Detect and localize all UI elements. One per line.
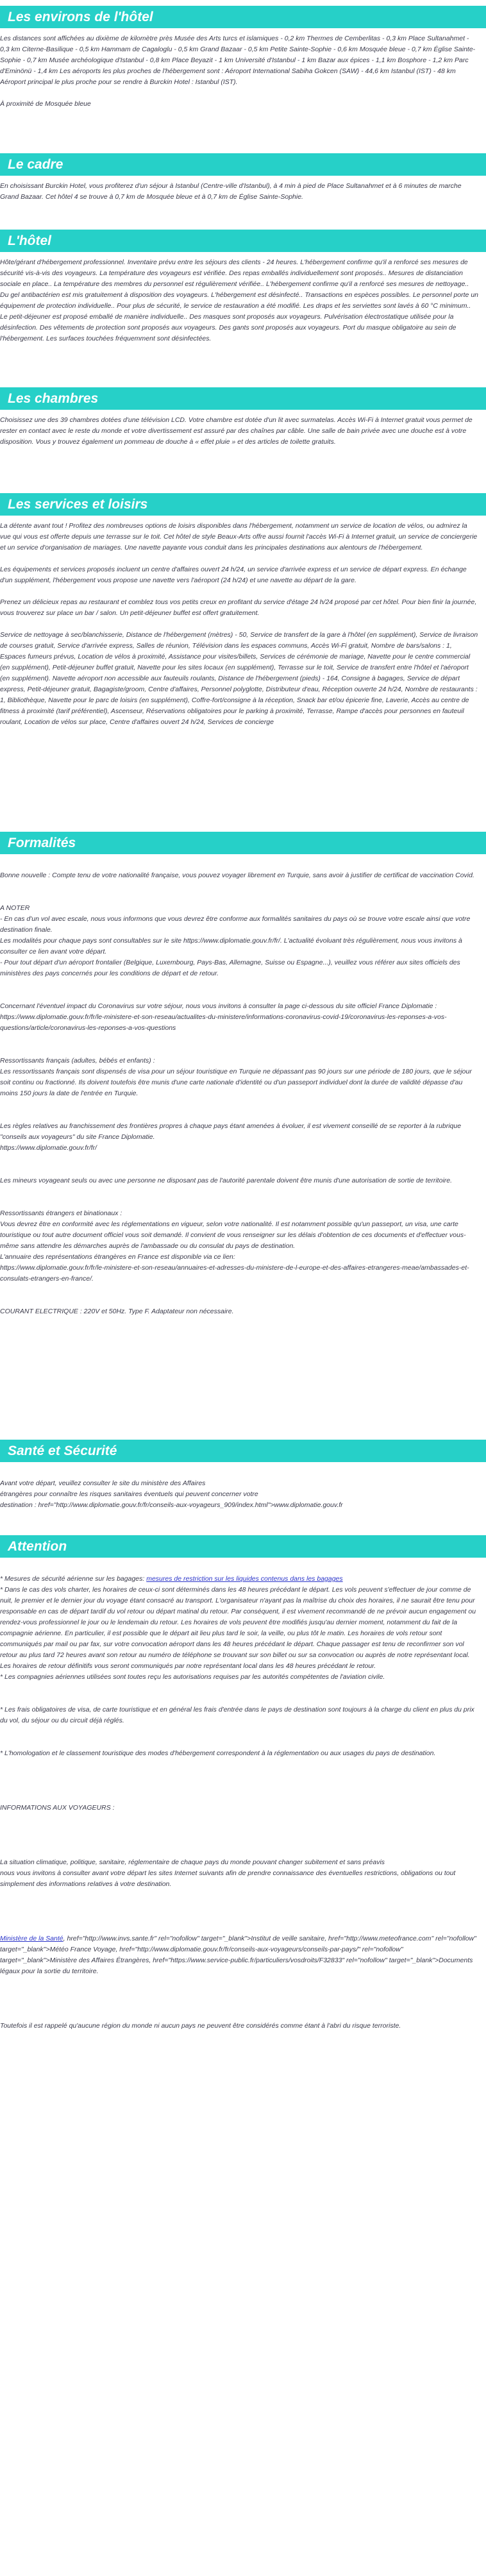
section-text: Prenez un délicieux repas au restaurant et comblez tous vos petits creux en profitant du service d'étage 24 h/24 proposé par cet hôtel. Pour bien finir la journée, vous trouverez sur place un bar / salon. Un petit-déjeuner buffet est offert gratuitement. <box>0 598 477 617</box>
text-suffix: , href="http://www.invs.sante.fr" rel="nofollow" target="_blank">Institut de veille sanitaire, href="http://www.meteofrance.com" rel="nofollow" target="_blank">Météo France Voyage, href="http://www.diplomatie.gouv.fr/fr/conseils-aux-voyageurs/conseils-par-pays/" rel="nofollow" target="_blank">Ministère des Affaires Étrangères, href="https://www.service-public.fr/particuliers/vosdroits/F32833" rel="nofollow" target="_blank">Documents légaux pour la sortie du territoire. <box>0 1935 476 1975</box>
section-title: Les chambres <box>0 387 486 410</box>
section-environs <box>0 0 486 144</box>
section-title: Santé et Sécurité <box>0 1440 486 1462</box>
section-title: Formalités <box>0 832 486 854</box>
section-text: Ressortissants étrangers et binationaux : Vous devrez être en conformité avec les réglementations en vigueur, selon votre nationalité. Il est notamment possible qu'un passeport, un visa, une carte touristique ou tout autre document officiel vous soit demandé. Il convient de vous renseigner sur les délais d'obtention de ces documents et d'effectuer vous-même sans attendre les démarches auprès de l'ambassade ou du consulat du pays de destination. L'annuaire des représentations étrangères en France est disponible via ce lien: https://www.diplomatie.gouv.fr/fr/le-ministere-et-son-reseau/annuaires-et-adresses-du-ministere-de-l-europe-et-des-affaires-etrangeres-meae/ambassades-et-consulats-etrangers-en-france/. <box>0 1209 469 1283</box>
section-text: Ressortissants français (adultes, bébés et enfants) : Les ressortissants français sont dispensés de visa pour un séjour touristique en Turquie ne dépassant pas 90 jours sur une période de 180 jours, que le séjour soit continu ou fractionné. Ils doivent toutefois être munis d'une carte nationale d'identité ou d'un passeport individuel dont la durée de validité dépasse d'au moins 150 jours la date de l'entrée en Turquie. <box>0 1057 472 1097</box>
section-formalites <box>0 826 486 1328</box>
section-text: Les mineurs voyageant seuls ou avec une personne ne disposant pas de l'autorité parentale doivent être munis d'une autorisation de sortie de territoire. <box>0 1177 453 1184</box>
section-text: A NOTER - En cas d'un vol avec escale, nous vous informons que vous devrez être conforme aux formalités sanitaires du pays où se trouve votre escale ainsi que votre destination finale. Les modalités pour chaque pays sont consultables sur le site https://www.diplomatie.gouv.fr/fr/. L'actualité évoluant très régulièrement, nous vous invitons à consulter ce lien avant votre départ. - Pour tout départ d'un aéroport frontalier (Belgique, Luxembourg, Pays-Bas, Allemagne, Suisse ou Espagne...), veuillez vous référer aux sites officiels des ministères des pays concernés pour les conditions de départ et de retour. <box>0 904 471 977</box>
ministere-sante-link[interactable]: Ministère de la Santé <box>0 1935 63 1942</box>
section-text: * L'homologation et le classement touristique des modes d'hébergement correspondent à la réglementation ou aux usages du pays de destination. <box>0 1749 436 1757</box>
section-chambres <box>0 382 486 448</box>
section-text: Concernant l'éventuel impact du Coronavirus sur votre séjour, nous vous invitons à consulter la page ci-dessous du site officiel France Diplomatie : https://www.diplomatie.gouv.fr/fr/le-ministere-et-son-reseau/actualites-du-ministere/informations-coronavirus-covid-19/coronavirus-les-reponses-a-vos-questions/article/coronavirus-les-reponses-a-vos-questions <box>0 1002 447 1032</box>
section-services <box>0 487 486 728</box>
section-text: En choisissant Burckin Hotel, vous profiterez d'un séjour à Istanbul (Centre-ville d'Istanbul), à 4 min à pied de Place Sultanahmet et à 6 minutes de marche Grand Bazaar. Cet hôtel 4 se trouve à 0,7 km de Mosquée bleue et à 0,7 km de Église Sainte-Sophie. <box>0 182 462 201</box>
section-text: Choisissez une des 39 chambres dotées d'une télévision LCD. Votre chambre est dotée d'un lit avec surmatelas. Accès Wi-Fi à Internet gratuit vous permet de rester en contact avec le reste du monde et votre divertissement est assuré par des chaînes par câble. Une salle de bain privée avec une douche est à votre disposition. Vous y trouvez également un pommeau de douche à « effet pluie » et des articles de toilette gratuits. <box>0 416 473 446</box>
text-suffix: * Dans le cas des vols charter, les horaires de ceux-ci sont déterminés dans les 48 heures précédant le départ. Les vols peuvent s'effectuer de jour comme de nuit, le premier et le dernier jour du voyage étant consacré au transport. L'organisateur n'ayant pas la maîtrise du choix des horaires, il ne saurait être tenu pour responsable en cas de départ tardif du vol retour ou départ matinal du retour. Par conséquent, il est vivement recommandé de ne prévoir aucun engagement ou rendez-vous professionnel le jour ou le lendemain du retour. Les horaires de vols peuvent être modifiés jusqu'au dernier moment, notamment du fait de la compagnie aérienne. En particulier, il est possible que le départ ait lieu plus tard le soir, la veille, ou plus tôt le matin. Les horaires de vols retour sont communiqués par mail ou par fax, sur votre convocation aéroport dans les 48 heures précédant le départ. Chaque passager est tenu de reconfirmer son vol retour au plus tard 72 heures avant son retour au numéro de téléphone se trouvant sur son billet ou sur sa convocation ou auprès de notre représentant local. Les horaires de retour définitifs vous seront communiqués par notre représentant local dans les 48 heures précédant le retour. * Les compagnies aériennes utilisées sont toutes reçu les autorisations requises par les autorités compétentes de l'aviation civile. <box>0 1586 476 1681</box>
section-text: * Les frais obligatoires de visa, de carte touristique et en général les frais d'entrée dans le pays de destination sont toujours à la charge du client en plus du prix du vol, du séjour ou du circuit déjà réglés. <box>0 1706 474 1724</box>
section-text: Avant votre départ, veuillez consulter le site du ministère des Affaires étrangères pour connaître les risques sanitaires éventuels qui peuvent concerner votre destination : href="http://www.diplomatie.gouv.fr/fr/conseils-aux-voyageurs_909/index.html">www.diplomatie.gouv.fr <box>0 1479 343 1509</box>
section-title: Le cadre <box>0 153 486 176</box>
section-text: Bonne nouvelle : Compte tenu de votre nationalité française, vous pouvez voyager librement en Turquie, sans avoir à justifier de certificat de vaccination Covid. <box>0 871 474 879</box>
section-text: COURANT ELECTRIQUE : 220V et 50Hz. Type F. Adaptateur non nécessaire. <box>0 1308 234 1315</box>
section-cadre <box>0 147 486 203</box>
section-text: Service de nettoyage à sec/blanchisserie, Distance de l'hébergement (mètres) - 50, Service de transfert de la gare à l'hôtel (en supplément), Service de livraison de courses gratuit, Service d'arrivée express, Salles de réunion, Télévision dans les espaces communs, Accès Wi-Fi gratuit, Nombre de bars/salons : 1, Espaces fumeurs prévus, Location de vélos à proximité, Assistance pour visites/billets, Services de cérémonie de mariage, Navette pour le centre commercial (en supplément), Petit-déjeuner buffet gratuit, Navette pour les sites locaux (en supplément), Terrasse sur le toit, Service de transfert entre l'hôtel et l'aéroport (en supplément). Navette aéroport non accessible aux fauteuils roulants, Distance de l'hébergement (pieds) - 164, Consigne à bagages, Service de départ express, Petit-déjeuner gratuit, Bagagiste/groom, Centre d'affaires, Personnel polyglotte, Distributeur d'eau, Réception ouverte 24 h/24, Nombre de restaurants : 1, Bibliothèque, Navette pour le parc de loisirs (en supplément), Coffre-fort/consigne à la réception, Snack bar et/ou épicerie fine, Laverie, Accès au centre de fitness à proximité (tarif préférentiel), Ascenseur, Réservations obligatoires pour le parking à proximité, Terrasse, Rampe d'accès pour personnes en fauteuil roulant, Location de vélos sur place, Centre d'affaires ouvert 24 h/24, Services de concierge <box>0 631 478 726</box>
section-text: La situation climatique, politique, sanitaire, réglementaire de chaque pays du monde pouvant changer subitement et sans préavis nous vous invitons à consulter avant votre départ les sites Internet suivants afin de prendre connaissance des éventuelles restrictions, obligations ou tout simplement des informations relatives à votre destination. <box>0 1858 456 1888</box>
section-hotel <box>0 224 486 344</box>
liquids-restriction-link[interactable]: mesures de restriction sur les liquides contenus dans les bagages <box>146 1575 343 1583</box>
section-text: Les règles relatives au franchissement des frontières propres à chaque pays étant amenées à évoluer, il est vivement conseillé de se reporter à la rubrique "conseils aux voyageurs" du site France Diplomatie. https://www.diplomatie.gouv.fr/fr/ <box>0 1122 462 1152</box>
section-text: INFORMATIONS AUX VOYAGEURS : <box>0 1804 115 1812</box>
section-text: Les équipements et services proposés incluent un centre d'affaires ouvert 24 h/24, un service d'arrivée express et un service de départ express. En échange d'un supplément, l'hébergement vous propose une navette vers l'aéroport (24 h/24) et une navette au départ de la gare. <box>0 566 467 584</box>
section-attention <box>0 1529 486 2042</box>
section-text <box>0 1574 478 1683</box>
section-text: La détente avant tout ! Profitez des nombreuses options de loisirs disponibles dans l'hébergement, notamment un service de location de vélos, ou admirez la vue qui vous est offerte depuis une terrasse sur le toit. Cet hôtel de style Beaux-Arts offre aussi fournit l'accès Wi-Fi à Internet gratuit, un service de conciergerie et un service d'organisation de mariages. Une navette payante vous conduit dans les principales destinations aux alentours de l'hébergement. <box>0 522 478 551</box>
section-text: À proximité de Mosquée bleue <box>0 100 91 108</box>
section-text: Toutefois il est rappelé qu'aucune région du monde ni aucun pays ne peuvent être considérés comme étant à l'abri du risque terroriste. <box>0 2022 401 2030</box>
section-title: Attention <box>0 1535 486 1558</box>
text-prefix: * Mesures de sécurité aérienne sur les bagages: <box>0 1575 147 1583</box>
section-sante <box>0 1434 486 1522</box>
section-title: L'hôtel <box>0 230 486 252</box>
section-text: Les distances sont affichées au dixième de kilomètre près Musée des Arts turcs et islamiques - 0,2 km Thermes de Cemberlitas - 0,3 km Place Sultanahmet - 0,3 km Citerne-Basilique - 0,5 km Hammam de Cagaloglu - 0,5 km Grand Bazaar - 0,5 km Petite Sainte-Sophie - 0,6 km Mosquée bleue - 0,7 km Église Sainte-Sophie - 0,7 km Musée archéologique d'Istanbul - 0,8 km Place Beyazit - 1 km Université d'Istanbul - 1 km Bazar aux épices - 1,1 km Bosphore - 1,2 km Parc d'Eminönü - 1,4 km Les aéroports les plus proches de l'hébergement sont : Aéroport International Sabiha Gokcen (SAW) - 44,6 km Istanbul (IST) - 48 km Aéroport principal le plus proche pour se rendre à Burckin Hotel : Istanbul (IST). <box>0 35 476 86</box>
section-title: Les environs de l'hôtel <box>0 6 486 28</box>
section-text <box>0 1933 478 1977</box>
section-title: Les services et loisirs <box>0 493 486 516</box>
section-text: Hôte/gérant d'hébergement professionnel. Inventaire prévu entre les séjours des clients - 24 heures. L'hébergement confirme qu'il a renforcé ses mesures de sécurité vis-à-vis des voyageurs. La température des voyageurs est vérifiée. Des repas emballés individuellement sont proposés.. Mesures de distanciation sociale en place.. La température des membres du personnel est régulièrement vérifiée.. L'hébergement confirme qu'il a renforcé ses mesures de nettoyage.. Du gel antibactérien est mis gratuitement à disposition des voyageurs. L'hébergement est désinfecté.. Transactions en espèces possibles. Le personnel porte un équipement de protection individuelle.. Pour plus de sécurité, le service de restauration a été modifié. Les draps et les serviettes sont lavés à 60 °C minimum.. Le petit-déjeuner est proposé emballé de manière individuelle.. Des masques sont proposés aux voyageurs. Pulvérisation électrostatique utilisée pour la désinfection. Des vêtements de protection sont proposés aux voyageurs. Des gants sont proposés aux voyageurs. Port du masque obligatoire au sein de l'hébergement. Les surfaces touchées fréquemment sont désinfectées. <box>0 258 478 342</box>
